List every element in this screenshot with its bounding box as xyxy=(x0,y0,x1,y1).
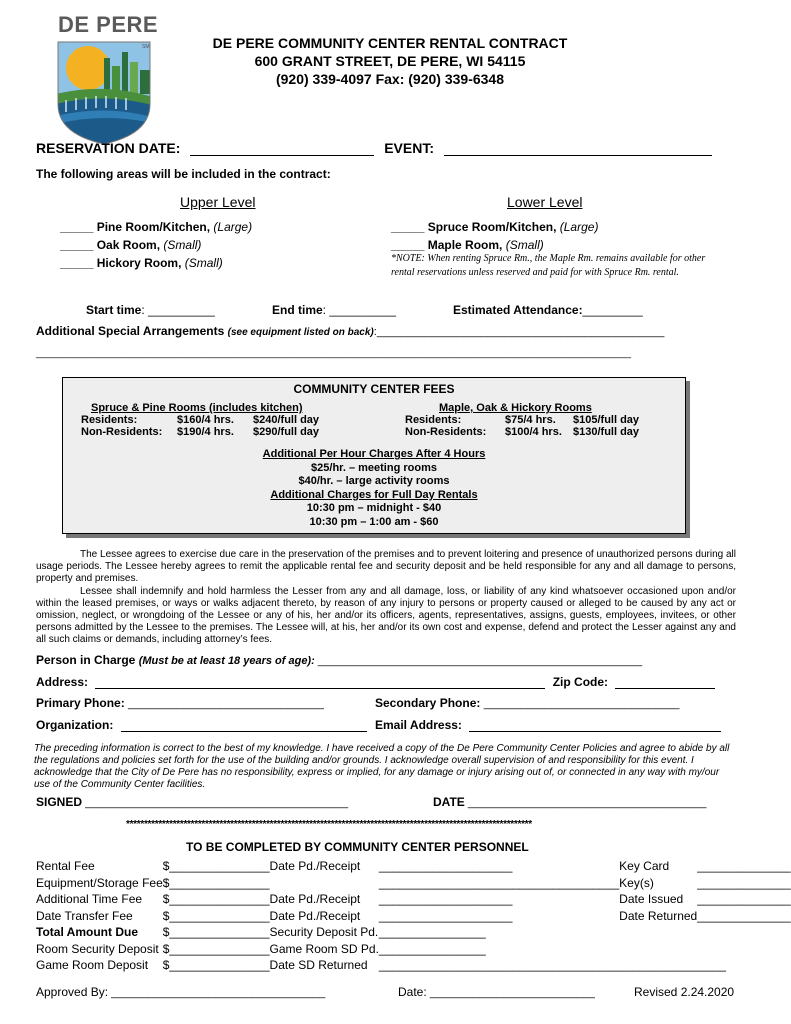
arrangements-sub: (see equipment listed on back) xyxy=(227,327,374,338)
email-label: Email Address: xyxy=(375,718,462,732)
room-size: (Large) xyxy=(213,220,253,234)
arrangements-label: Additional Special Arrangements xyxy=(36,324,225,338)
table-row xyxy=(36,891,791,908)
reservation-date-field[interactable] xyxy=(190,141,374,156)
checkbox-blank[interactable]: _____ xyxy=(60,220,94,234)
address-label: Address: xyxy=(36,675,89,689)
list-item xyxy=(391,218,598,236)
person-label: Person in Charge xyxy=(36,653,136,667)
event-label: EVENT: xyxy=(384,140,434,156)
staff-table xyxy=(36,858,791,974)
fee-item-label: Additional Time Fee xyxy=(36,892,143,907)
signed-field[interactable]: ___________________________________________ xyxy=(82,797,349,809)
upper-rooms-list xyxy=(60,218,252,272)
areas-intro: The following areas will be included in the contract: xyxy=(36,167,331,181)
upper-level-title: Upper Level xyxy=(180,194,256,210)
center-phones: (920) 339-4097 Fax: (920) 339-6348 xyxy=(275,71,505,87)
room-name: Maple Room, xyxy=(427,238,503,252)
key-field[interactable]: ______________ xyxy=(697,892,791,907)
fees-right-title: Maple, Oak & Hickory Rooms xyxy=(439,402,592,414)
fee-full-day: $240/full day xyxy=(253,414,320,426)
legal-paragraph: Lessee shall indemnify and hold harmless the Lesser from any and all damage, loss, or liability of any kind whatsoever occasioned upon and/or within the leased premises, or ways or walks adjacent thereto, by reason of any injury to persons or property caused or alleged to be caused by any act or omission, neglect, or wrongdoing of the Lessee or any of his, her and/or its officers, agents, representatives, assigns, guests, employees, invitees, or other persons admitted by the Lessee to the premises. The Lessee will, at his, her and/or its own cost and expense, defend and protect the Lesser against any and all such claims or demands, including attorney’s fees. xyxy=(36,585,736,646)
payment-field[interactable]: ____________________________________________________ xyxy=(378,958,726,973)
event-field[interactable] xyxy=(444,141,712,156)
person-row xyxy=(36,653,642,667)
logo xyxy=(52,10,160,146)
signature-date-row xyxy=(433,795,706,809)
zip-label: Zip Code: xyxy=(552,675,609,689)
room-name: Oak Room, xyxy=(96,238,161,252)
hourly-rate: $40/hr. – large activity rooms xyxy=(298,475,450,488)
fee-item-label: Game Room Deposit xyxy=(36,958,149,973)
email-row xyxy=(375,718,721,732)
fees-right xyxy=(405,402,639,438)
logo-text: DE PERE xyxy=(58,12,159,37)
fees-left-title: Spruce & Pine Rooms (includes kitchen) xyxy=(91,402,303,414)
key-field[interactable]: ______________ xyxy=(697,875,791,890)
approved-field[interactable]: ___________________________________ xyxy=(108,987,326,999)
signed-label: SIGNED xyxy=(36,795,83,809)
table-row xyxy=(81,414,319,426)
amount-field[interactable]: $_______________ xyxy=(162,941,270,956)
hourly-rate: $25/hr. – meeting rooms xyxy=(311,461,437,474)
footer-date-field[interactable]: ___________________________ xyxy=(426,987,595,999)
primary-phone-field[interactable]: ________________________________ xyxy=(128,698,324,710)
fee-half-day: $190/4 hrs. xyxy=(177,426,234,438)
room-size: (Small) xyxy=(184,256,223,270)
extra-charges xyxy=(63,448,685,530)
zip-field[interactable] xyxy=(615,676,715,689)
payment-field[interactable]: ________________ xyxy=(378,941,486,956)
arrangements-field-2[interactable]: ___________________________________________________________________________________________________________ xyxy=(36,348,632,359)
payment-label: Security Deposit Pd. xyxy=(269,925,379,940)
document-title: DE PERE COMMUNITY CENTER RENTAL CONTRACT xyxy=(212,35,568,51)
staff-title: TO BE COMPLETED BY COMMUNITY CENTER PERSONNEL xyxy=(186,840,529,854)
amount-field[interactable]: $_______________ xyxy=(162,925,270,940)
signed-date-field[interactable]: _______________________________________ xyxy=(464,797,707,809)
secondary-phone-label: Secondary Phone: xyxy=(375,696,481,710)
attendance-row xyxy=(453,303,643,317)
fee-half-day: $75/4 hrs. xyxy=(505,414,556,426)
room-name: Hickory Room, xyxy=(96,256,182,270)
times-row xyxy=(86,303,215,317)
checkbox-blank[interactable]: _____ xyxy=(60,238,94,252)
fees-box xyxy=(62,377,686,534)
table-row xyxy=(36,908,791,925)
fee-half-day: $100/4 hrs. xyxy=(505,426,562,438)
table-row xyxy=(36,941,791,958)
amount-field[interactable]: $_______________ xyxy=(162,958,270,973)
fee-full-day: $130/full day xyxy=(573,426,640,438)
key-label: Date Issued xyxy=(619,892,684,907)
person-sub: (Must be at least 18 years of age): xyxy=(138,655,315,667)
reservation-date-label: RESERVATION DATE: xyxy=(36,140,181,156)
approved-label: Approved By: xyxy=(36,985,109,999)
organization-row xyxy=(36,718,367,732)
legal-text xyxy=(36,549,736,647)
primary-phone-label: Primary Phone: xyxy=(36,696,125,710)
arrangements-field[interactable]: :_______________________________________________ xyxy=(373,326,665,338)
room-size: (Large) xyxy=(559,220,599,234)
spruce-note: *NOTE: When renting Spruce Rm., the Maple Rm. remains available for other rental reservations unless reserved and paid for with Spruce Rm. rental. xyxy=(391,253,706,278)
room-size: (Small) xyxy=(505,238,544,252)
room-name: Pine Room/Kitchen, xyxy=(96,220,211,234)
secondary-phone-row xyxy=(375,696,679,710)
address-field[interactable] xyxy=(95,676,545,689)
amount-field[interactable]: $_______________ xyxy=(162,859,270,874)
footer-date-label: Date: xyxy=(398,985,427,999)
address-row xyxy=(36,675,715,689)
fee-label: Non-Residents: xyxy=(405,426,487,438)
lower-rooms-list xyxy=(391,218,598,254)
table-row xyxy=(405,426,639,438)
list-item xyxy=(60,218,252,236)
organization-label: Organization: xyxy=(36,718,114,732)
signature-row xyxy=(36,795,348,809)
acknowledgement-text: The preceding information is correct to the best of my knowledge. I have received a copy of the De Pere Community Center Policies and agree to abide by all the regulations and policies set forth for the use of the building and/or grounds. I acknowledge overall supervision of and responsibility for this event. I acknowledge that the City of De Pere has no responsibility, express or implied, for any damage or injury arising out of, or connected in any way with my/our use of the Community Center facilities. xyxy=(34,743,730,790)
fee-half-day: $160/4 hrs. xyxy=(177,414,234,426)
payment-label: Date Pd./Receipt xyxy=(269,908,361,923)
person-field[interactable]: _____________________________________________________ xyxy=(314,655,643,667)
payment-field[interactable]: ____________________ xyxy=(378,908,513,923)
payment-field[interactable]: ____________________ xyxy=(378,859,513,874)
signed-date-label: DATE xyxy=(433,795,465,809)
fee-full-day: $290/full day xyxy=(253,426,320,438)
table-row xyxy=(81,426,319,438)
revised-date: Revised 2.24.2020 xyxy=(634,985,735,999)
checkbox-blank[interactable]: _____ xyxy=(60,256,94,270)
arrangements-row xyxy=(36,324,664,338)
list-item xyxy=(60,254,252,272)
fee-item-label: Equipment/Storage Fee xyxy=(36,875,163,890)
full-day-rate: 10:30 pm – 1:00 am - $60 xyxy=(309,515,439,528)
start-time-label: Start time xyxy=(86,303,142,317)
table-row xyxy=(405,414,639,426)
fee-item-label: Rental Fee xyxy=(36,859,95,874)
key-field[interactable]: ______________ xyxy=(697,859,791,874)
room-size: (Small) xyxy=(163,238,202,252)
key-label: Key(s) xyxy=(619,875,654,890)
full-day-title: Additional Charges for Full Day Rentals xyxy=(270,488,478,501)
payment-label: Date SD Returned xyxy=(269,958,368,973)
hourly-title: Additional Per Hour Charges After 4 Hours xyxy=(262,448,486,460)
end-time-row xyxy=(272,303,396,317)
primary-phone-row xyxy=(36,696,324,710)
organization-field[interactable] xyxy=(121,719,367,732)
end-time-label: End time xyxy=(272,303,323,317)
full-day-rate: 10:30 pm – midnight - $40 xyxy=(306,502,442,515)
payment-label: Date Pd./Receipt xyxy=(269,859,361,874)
legal-paragraph: The Lessee agrees to exercise due care in the preservation of the premises and to prevent loitering and presence of unauthorized persons during all usage periods. The Lessee hereby agrees to remit the applicable rental fee and security deposit and be held responsible for any and all damage to persons, property and premises. xyxy=(36,549,736,585)
fee-label: Residents: xyxy=(81,414,138,426)
list-item xyxy=(60,236,252,254)
approved-row xyxy=(36,985,325,999)
city-emblem-icon xyxy=(56,38,156,146)
footer-date-row xyxy=(398,985,595,999)
table-row xyxy=(36,875,791,892)
table-row xyxy=(36,858,791,875)
fees-title: COMMUNITY CENTER FEES xyxy=(293,382,455,396)
key-field[interactable]: ______________ xyxy=(697,908,791,923)
fee-label: Non-Residents: xyxy=(81,426,163,438)
key-label: Date Returned xyxy=(619,908,698,923)
separator-stars: ***************************************************************************************************************** xyxy=(126,819,532,830)
end-time-field[interactable]: : __________ xyxy=(322,303,397,317)
key-label: Key Card xyxy=(619,859,670,874)
payment-label xyxy=(270,875,379,892)
logo-mark: SM xyxy=(142,44,150,50)
checkbox-blank[interactable]: _____ xyxy=(391,238,425,252)
payment-field[interactable]: ________________ xyxy=(378,925,486,940)
checkbox-blank[interactable]: _____ xyxy=(391,220,425,234)
payment-label: Date Pd./Receipt xyxy=(269,892,361,907)
reservation-row xyxy=(36,140,736,156)
fee-label: Residents: xyxy=(405,414,462,426)
table-row xyxy=(36,924,791,941)
secondary-phone-field[interactable]: ________________________________ xyxy=(483,698,680,710)
document-header xyxy=(150,34,630,88)
fee-full-day: $105/full day xyxy=(573,414,640,426)
start-time-field[interactable]: : __________ xyxy=(141,303,215,317)
fee-item-label: Room Security Deposit xyxy=(36,941,159,956)
payment-field[interactable]: ____________________ xyxy=(378,892,513,907)
fee-item-label: Total Amount Due xyxy=(36,925,138,940)
attendance-label: Estimated Attendance: xyxy=(453,303,583,317)
center-address: 600 GRANT STREET, DE PERE, WI 54115 xyxy=(254,53,526,69)
fee-item-label: Date Transfer Fee xyxy=(36,908,133,923)
amount-field[interactable]: $_______________ xyxy=(162,892,270,907)
payment-label: Game Room SD Pd. xyxy=(269,941,379,956)
attendance-field[interactable]: _________ xyxy=(582,303,643,317)
table-row xyxy=(36,957,791,974)
amount-field[interactable]: $_______________ xyxy=(162,875,270,890)
email-field[interactable] xyxy=(469,719,721,732)
lower-level-title: Lower Level xyxy=(507,194,583,210)
payment-field[interactable]: ____________________________________ xyxy=(378,875,620,890)
room-name: Spruce Room/Kitchen, xyxy=(427,220,557,234)
amount-field[interactable]: $_______________ xyxy=(162,908,270,923)
fees-left xyxy=(81,402,319,438)
